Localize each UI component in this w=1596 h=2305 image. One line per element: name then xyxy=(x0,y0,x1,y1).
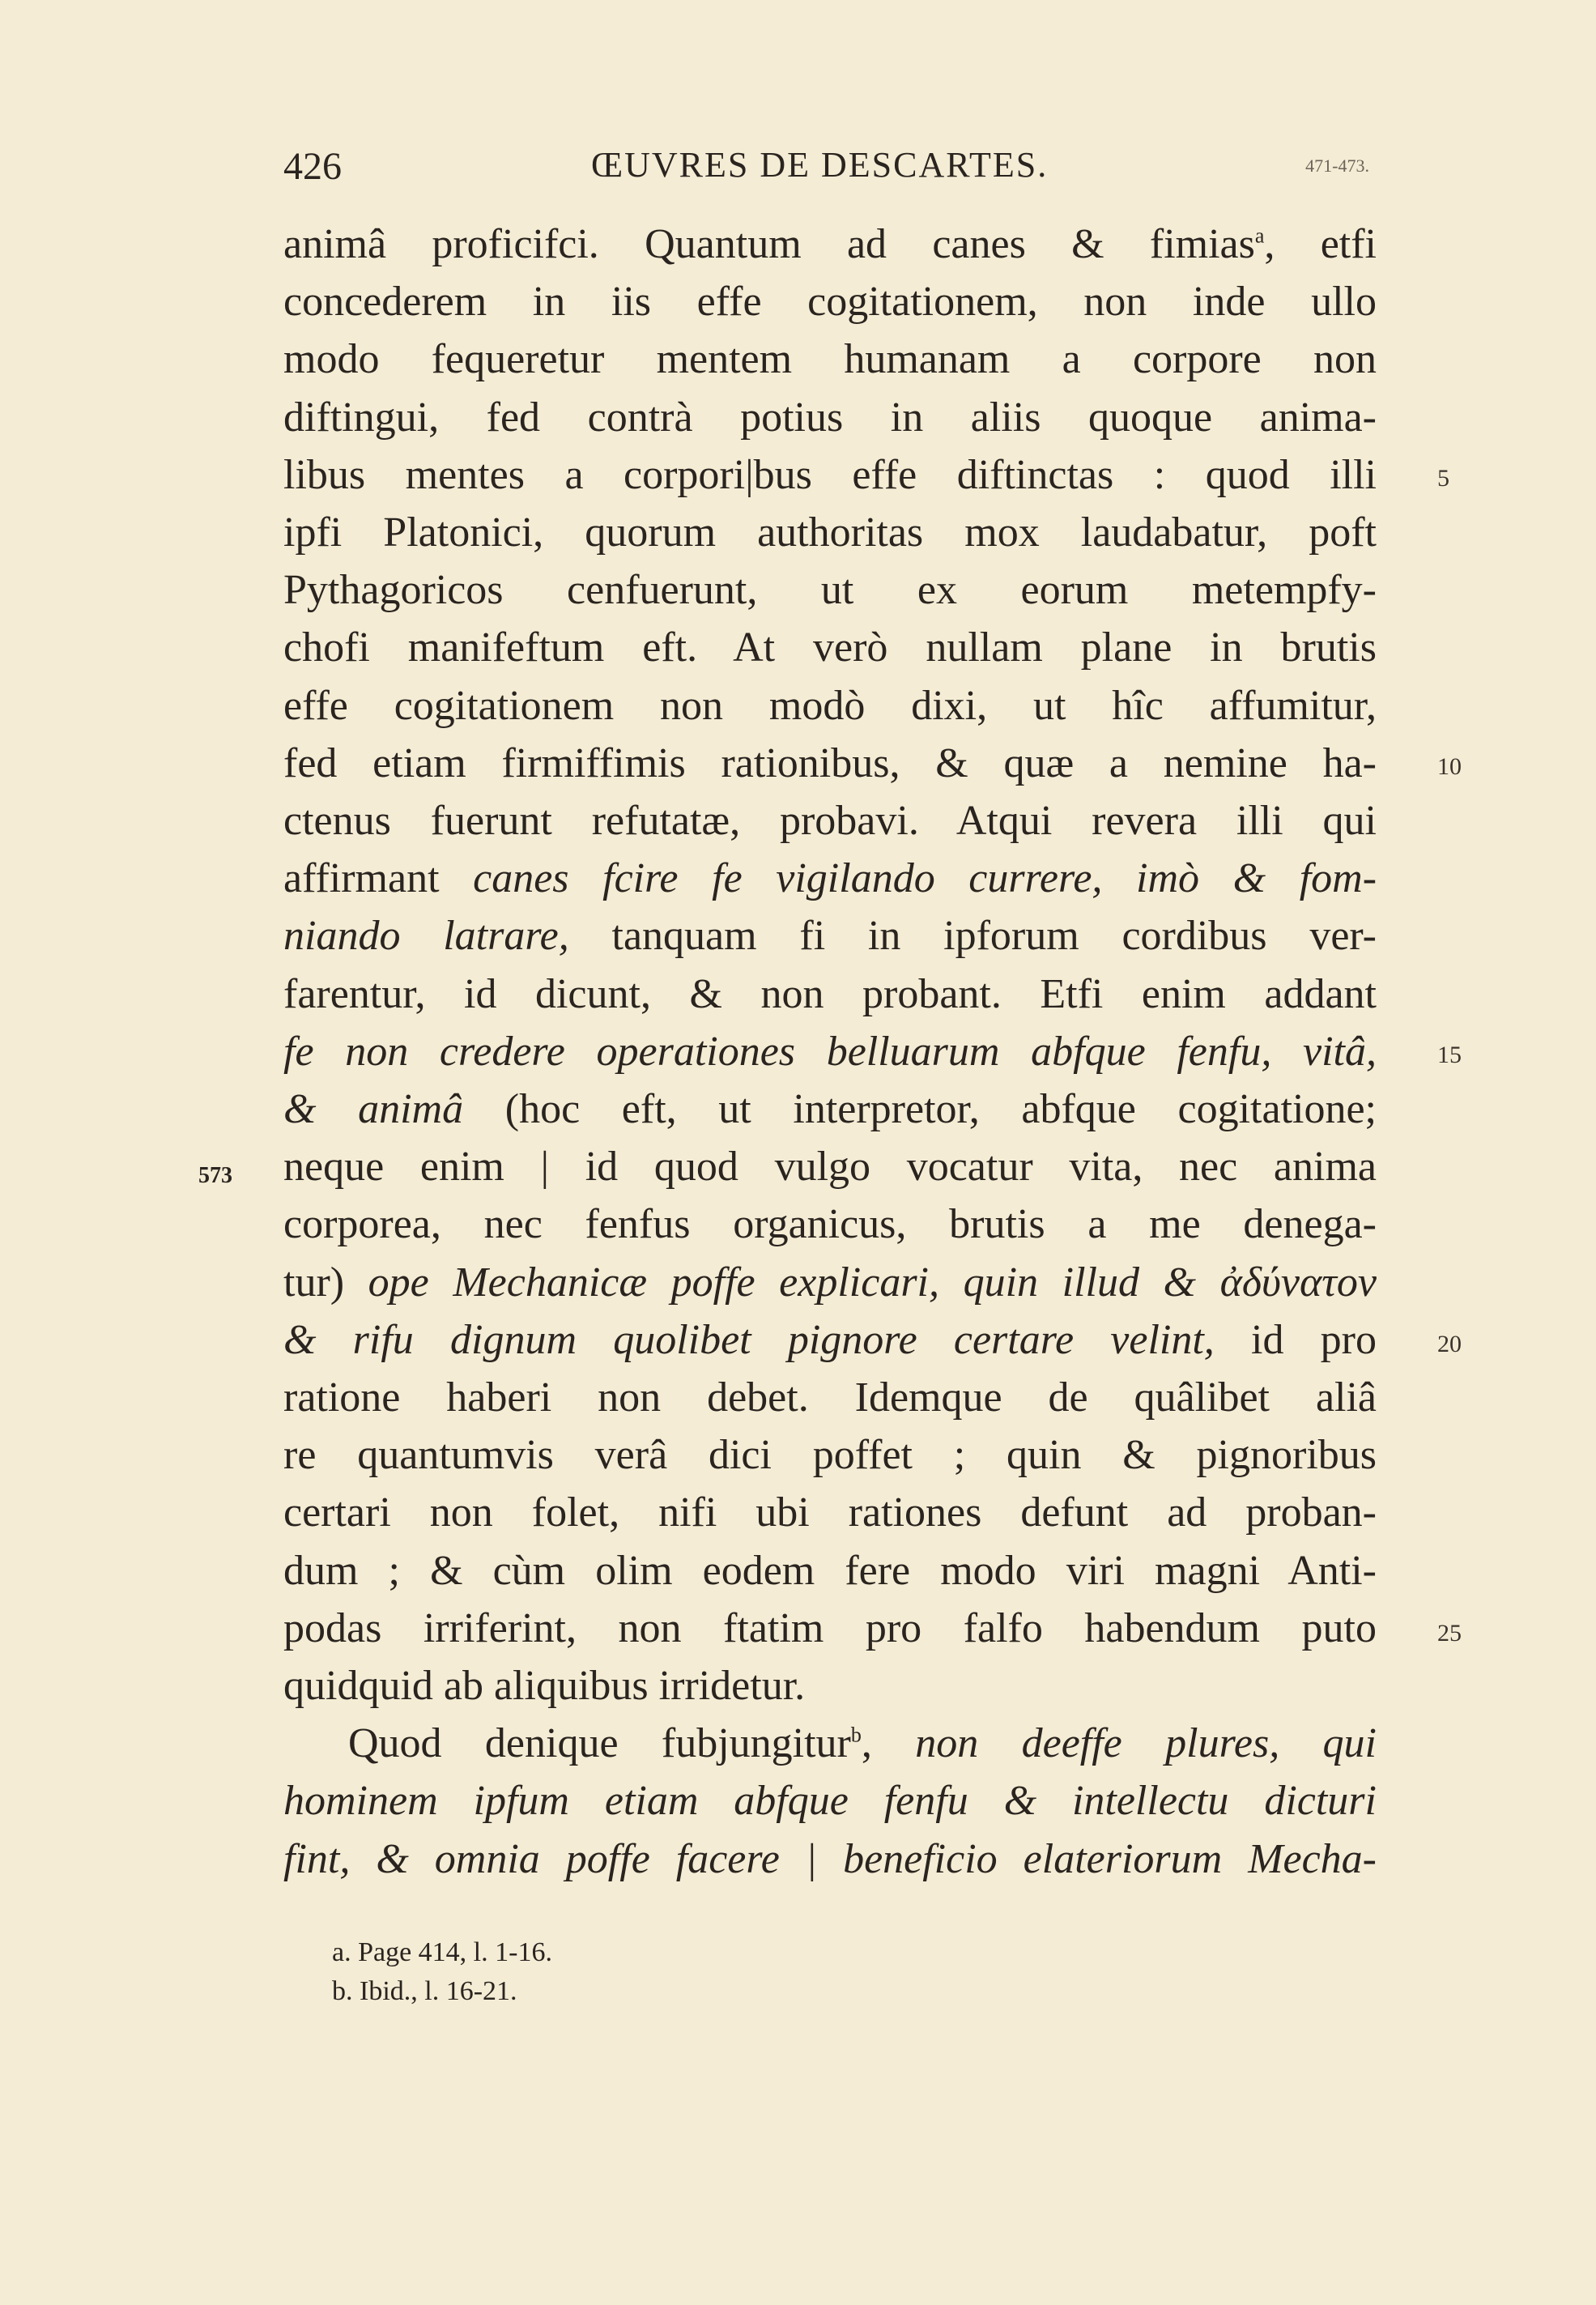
text-line xyxy=(283,1143,1377,1191)
text-run: , etfi xyxy=(1264,221,1377,267)
text-line xyxy=(283,1489,1377,1536)
text-run: certari non folet, nifi ubi rationes defunt ad proban- xyxy=(283,1489,1377,1536)
page-range: 471-473. xyxy=(1305,156,1369,176)
text-line xyxy=(283,912,1377,960)
line-number: 5 xyxy=(1437,465,1449,492)
text-run: ope Mechanicæ poffe explicari, quin illud & ἀδύνατον xyxy=(368,1259,1377,1306)
text-line xyxy=(283,220,1377,268)
footnote-marker: a xyxy=(1254,224,1265,248)
text-run: effe cogitationem non modò dixi, ut hîc affumitur, xyxy=(283,682,1377,729)
running-title: ŒUVRES DE DESCARTES. xyxy=(591,145,1049,185)
text-run: affirmant xyxy=(283,855,474,902)
page-header xyxy=(283,144,1369,201)
text-run: non deeffe plures, qui xyxy=(915,1720,1377,1767)
text-line xyxy=(283,1604,1377,1652)
text-run: chofi manifeftum eft. At verò nullam plane in brutis xyxy=(283,624,1377,671)
text-line xyxy=(283,1835,1377,1883)
line-number: 20 xyxy=(1437,1331,1462,1357)
text-run: animâ proficifci. Quantum ad canes & fimias xyxy=(283,221,1255,267)
text-line xyxy=(283,1547,1377,1595)
text-run: farentur, id dicunt, & non probant. Etfi enim addant xyxy=(283,970,1377,1017)
text-line xyxy=(283,797,1377,845)
text-run: hominem ipfum etiam abfque fenfu & intellectu dicturi xyxy=(283,1778,1377,1825)
text-run: , xyxy=(861,1720,916,1767)
text-run: Pythagoricos cenfuerunt, ut ex eorum metempfy- xyxy=(283,567,1377,614)
text-run: ipfi Platonici, quorum authoritas mox laudabatur, poft xyxy=(283,509,1377,556)
text-run: (hoc eft, ut interpretor, abfque cogitatione; xyxy=(463,1086,1377,1132)
text-line xyxy=(283,566,1377,614)
text-run: diftingui, fed contrà potius in aliis quoque anima- xyxy=(283,394,1377,441)
footnote-b: b. Ibid., l. 16-21. xyxy=(332,1976,517,2006)
text-run: libus mentes a corpori|bus effe diftinctas : quod illi xyxy=(283,451,1377,498)
line-number: 15 xyxy=(1437,1042,1462,1068)
text-line xyxy=(283,1085,1377,1133)
text-run: dum ; & cùm olim eodem fere modo viri magni Anti- xyxy=(283,1547,1377,1594)
margin-page-ref: 573 xyxy=(198,1163,232,1188)
text-run: fint, & omnia poffe facere | beneficio elateriorum Mecha- xyxy=(283,1835,1377,1882)
text-line xyxy=(283,1662,1377,1710)
text-line xyxy=(283,509,1377,556)
text-run: quidquid ab aliquibus irridetur. xyxy=(283,1663,806,1709)
text-run: re quantumvis verâ dici poffet ; quin & pignoribus xyxy=(283,1432,1377,1479)
text-run: tanquam fi in ipforum cordibus ver- xyxy=(568,913,1377,960)
text-run: concederem in iis effe cogitationem, non inde ullo xyxy=(283,279,1377,326)
text-line xyxy=(283,682,1377,730)
footnote-marker: b xyxy=(850,1723,862,1747)
text-line xyxy=(283,1777,1377,1825)
text-run: neque enim | id quod vulgo vocatur vita, nec anima xyxy=(283,1144,1377,1191)
text-line xyxy=(283,970,1377,1018)
footnote-a: a. Page 414, l. 1-16. xyxy=(332,1937,552,1967)
text-run: fed etiam firmiffimis rationibus, & quæ a nemine ha- xyxy=(283,739,1377,786)
text-run: canes fcire fe vigilando currere, imò & fom- xyxy=(473,855,1377,902)
text-run: fe non credere operationes belluarum abfque fenfu, vitâ, xyxy=(283,1028,1377,1075)
text-run: ratione haberi non debet. Idemque de quâlibet aliâ xyxy=(283,1374,1377,1421)
text-line xyxy=(283,394,1377,441)
text-line xyxy=(283,739,1377,787)
text-line xyxy=(283,624,1377,671)
text-run: id pro xyxy=(1214,1316,1377,1363)
text-line xyxy=(283,1374,1377,1421)
text-line xyxy=(283,335,1377,383)
page-number: 426 xyxy=(283,145,342,188)
text-line xyxy=(283,1028,1377,1076)
text-run: & rifu dignum quolibet pignore certare velint, xyxy=(283,1316,1215,1363)
text-line xyxy=(283,451,1377,499)
text-line xyxy=(283,1200,1377,1248)
text-run: Quod denique fubjungitur xyxy=(348,1720,851,1767)
text-line xyxy=(283,1431,1377,1479)
text-line xyxy=(283,1719,1377,1767)
text-run: modo fequeretur mentem humanam a corpore non xyxy=(283,336,1377,383)
text-run: corporea, nec fenfus organicus, brutis a me denega- xyxy=(283,1201,1377,1248)
text-run: ctenus fuerunt refutatæ, probavi. Atqui revera illi qui xyxy=(283,798,1377,844)
text-line xyxy=(283,854,1377,902)
text-line xyxy=(283,1316,1377,1364)
line-number: 25 xyxy=(1437,1620,1462,1647)
line-number: 10 xyxy=(1437,753,1462,780)
text-run: tur) xyxy=(283,1259,368,1306)
text-line xyxy=(283,1259,1377,1306)
text-run: & animâ xyxy=(283,1086,464,1132)
text-run: niando latrare, xyxy=(283,913,569,960)
text-line xyxy=(283,278,1377,326)
text-run: podas irriferint, non ftatim pro falfo habendum puto xyxy=(283,1604,1377,1651)
